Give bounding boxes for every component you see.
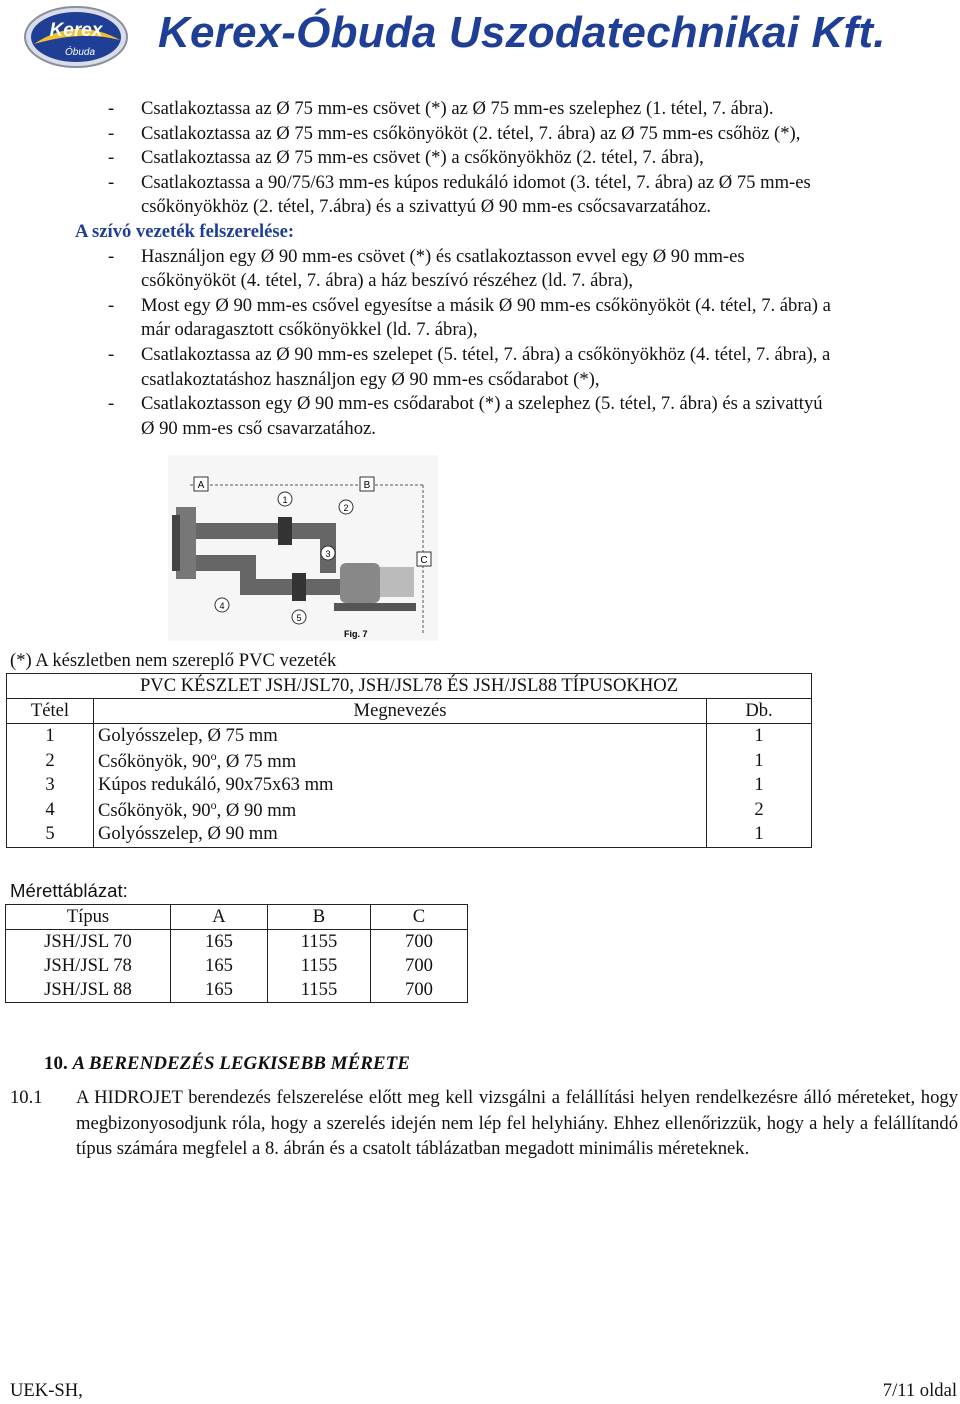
pump-body [340,563,380,603]
table-row [6,978,468,1003]
logo-text: Kerex [49,20,103,41]
section-title [44,1053,410,1075]
figure-caption: Fig. 7 [344,629,368,639]
col-header: Tétel [7,699,94,724]
parts-table-title: PVC KÉSZLET JSH/JSL70, JSH/JSL78 ÉS JSH/JSL88 TÍPUSOKHOZ [7,674,812,699]
col-header: Típus [6,905,171,930]
part-number: 1 [7,724,94,749]
list-item-continuation: csőkönyökhöz (2. tétel, 7.ábra) és a szivattyú Ø 90 mm-es csőcsavarzatához. [141,196,712,218]
part-name: Csőkönyök, 90$^o$, Ø 75 mm [94,749,707,774]
size-table [5,904,468,1003]
col-header: C [371,905,468,930]
callout-2: 2 [343,503,349,513]
logo-subtext: Óbuda [64,47,96,58]
list-item: - Most egy Ø 90 mm-es csővel egyesítse a másik Ø 90 mm-es csőkönyököt (4. tétel, 7. ábra) a [108,294,831,316]
list-item: - Csatlakoztassa az Ø 90 mm-es szelepet (5. tétel, 7. ábra) a csőkönyökhöz (4. tétel, 7. ábra), a [108,343,831,365]
pressure-pipe [196,523,336,539]
list-item-continuation: csőkönyököt (4. tétel, 7. ábra) a ház beszívó részéhez (ld. 7. ábra), [141,270,634,292]
part-qty: 2 [707,798,812,823]
col-header: Db. [707,699,812,724]
table-row [7,822,812,847]
col-header: B [268,905,371,930]
paragraph-text: A HIDROJET berendezés felszerelése előtt meg kell vizsgálni a felállítási helyen rendelkezésre álló méreteket, hogy megbizonyosodjunk róla, hogy a szerelés idején nem lép fel helyhiány. Ehhez ellenőrizzük, hogy a hely a felállítandó típus számára megfelel a 8. ábrán és a csatolt táblázatban megadott minimális méreteknek. [76,1087,958,1159]
cell: 700 [371,930,468,955]
company-title: Kerex-Óbuda Uszodatechnikai Kft. [158,8,886,57]
part-qty: 1 [707,724,812,749]
cell: 1155 [268,954,371,978]
kerex-logo [22,4,130,70]
valve-1 [278,517,292,545]
callout-3: 3 [325,549,331,559]
section-number: 10. [44,1053,68,1074]
cell: 165 [171,978,268,1003]
cell: 165 [171,954,268,978]
part-name: Golyósszelep, Ø 90 mm [94,822,707,847]
cell: 1155 [268,930,371,955]
callout-1: 1 [282,495,288,505]
label-c: C [420,555,428,566]
col-header: A [171,905,268,930]
cell: 700 [371,954,468,978]
table-row [6,930,468,955]
part-name: Kúpos redukáló, 90x75x63 mm [94,773,707,798]
list-item-continuation: csatlakoztatáshoz használjon egy Ø 90 mm-es csődarabot (*), [141,368,600,390]
suction-heading: A szívó vezeték felszerelése: [75,220,295,242]
col-header: Megnevezés [94,699,707,724]
cell: JSH/JSL 70 [6,930,171,955]
installation-diagram [168,455,438,641]
label-b: B [363,480,371,491]
pvc-note: (*) A készletben nem szereplő PVC vezeték [10,650,337,671]
part-number: 2 [7,749,94,774]
table-row [7,773,812,798]
table-row [7,798,812,823]
list-item: - Használjon egy Ø 90 mm-es csövet (*) és csatlakoztasson evvel egy Ø 90 mm-es [108,245,745,267]
part-number: 3 [7,773,94,798]
table-row [6,954,468,978]
valve-5 [292,573,306,601]
list-item-continuation: már odaragasztott csőkönyökkel (ld. 7. ábra), [141,319,478,341]
part-qty: 1 [707,749,812,774]
part-qty: 1 [707,773,812,798]
paragraph-number: 10.1 [10,1087,43,1108]
instruction-text [10,97,960,441]
section-paragraph [10,1085,958,1162]
footer-doc-id: UEK-SH, [10,1380,83,1401]
pump-motor [380,567,414,597]
page-footer [10,1380,957,1402]
list-item: - Csatlakoztassa az Ø 75 mm-es csőkönyököt (2. tétel, 7. ábra) az Ø 75 mm-es csőhöz (*), [108,122,801,144]
label-a: A [197,480,205,491]
list-item: - Csatlakoztassa az Ø 75 mm-es csövet (*) a csőkönyökhöz (2. tétel, 7. ábra), [108,147,704,169]
list-item: - Csatlakoztasson egy Ø 90 mm-es csődarabot (*) a szelephez (5. tétel, 7. ábra) és a szivattyú [108,393,823,415]
cell: JSH/JSL 78 [6,954,171,978]
list-item-continuation: Ø 90 mm-es cső csavarzatához. [141,417,376,439]
cell: JSH/JSL 88 [6,978,171,1003]
callout-4: 4 [219,601,225,611]
table-row [7,749,812,774]
parts-table [6,673,812,848]
list-item: - Csatlakoztassa az Ø 75 mm-es csövet (*) az Ø 75 mm-es szelephez (1. tétel, 7. ábra). [108,98,774,119]
part-number: 5 [7,822,94,847]
cell: 165 [171,930,268,955]
cell: 1155 [268,978,371,1003]
part-name: Golyósszelep, Ø 75 mm [94,724,707,749]
part-name: Csőkönyök, 90$^o$, Ø 90 mm [94,798,707,823]
callout-5: 5 [296,613,302,623]
table-row [7,724,812,749]
page-header [0,0,960,80]
list-item: - Csatlakoztassa a 90/75/63 mm-es kúpos redukáló idomot (3. tétel, 7. ábra) az Ø 75 mm-es [108,171,811,193]
part-qty: 1 [707,822,812,847]
cell: 700 [371,978,468,1003]
page-number: 7/11 oldal [882,1380,957,1401]
section-heading: A BERENDEZÉS LEGKISEBB MÉRETE [72,1053,410,1074]
table-header-row [6,905,468,930]
size-table-label: Mérettáblázat: [10,880,128,901]
part-number: 4 [7,798,94,823]
